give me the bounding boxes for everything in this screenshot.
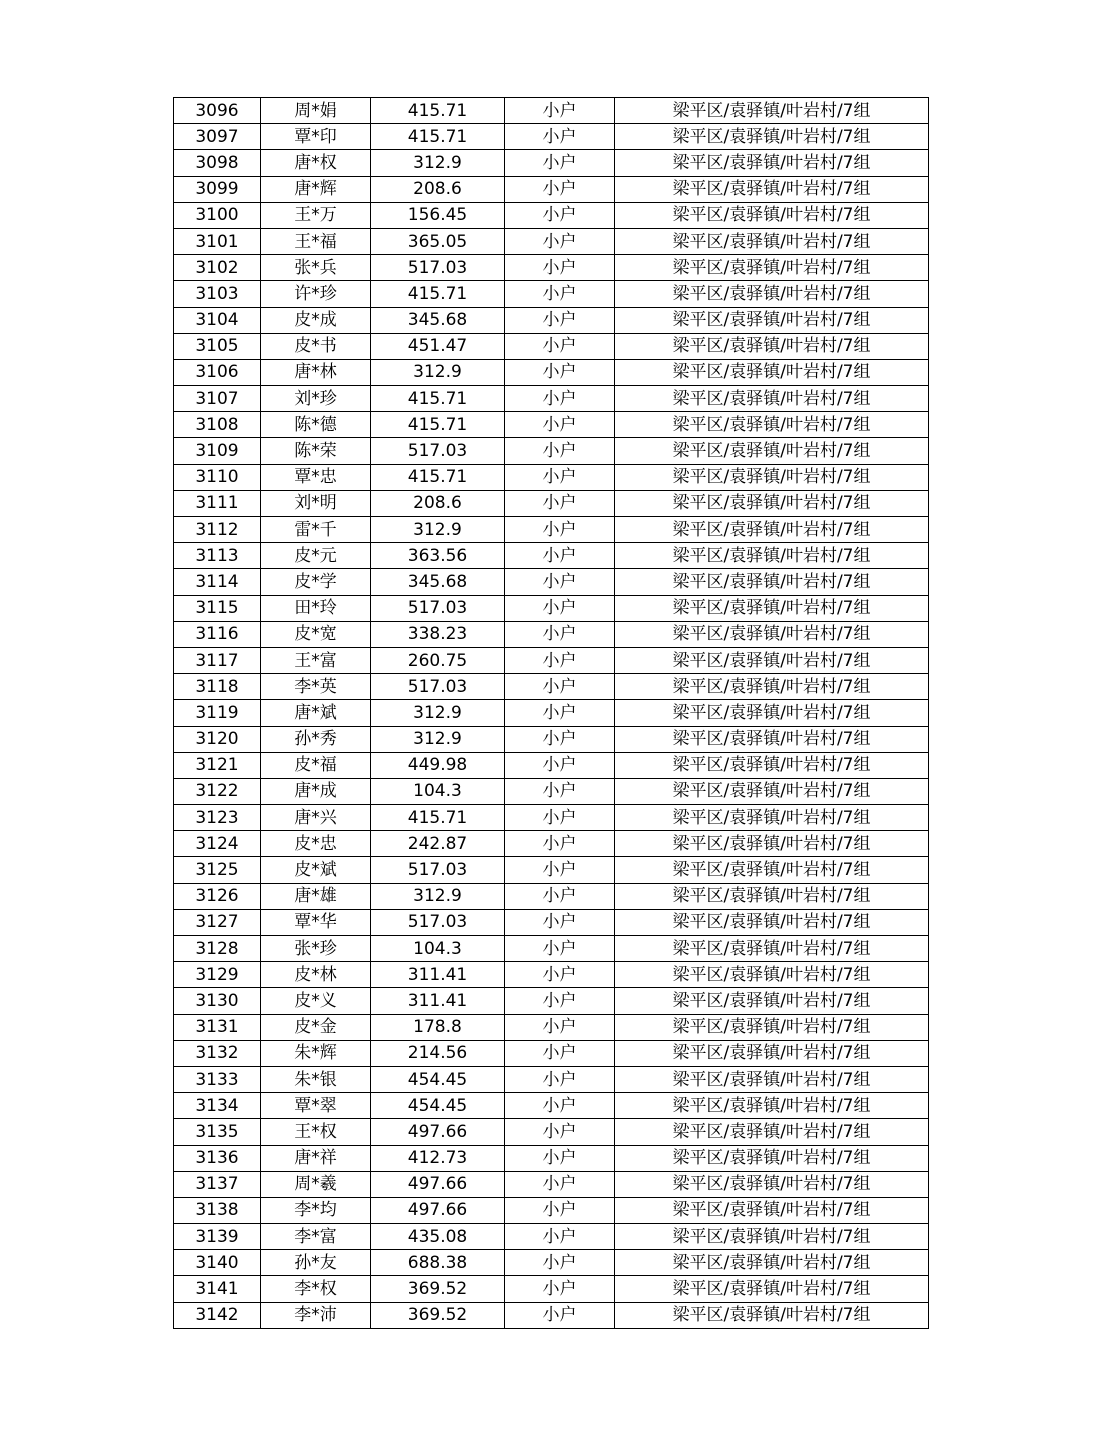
cell-name: 张*珍 (261, 936, 371, 962)
cell-id: 3120 (174, 726, 261, 752)
cell-name: 唐*斌 (261, 700, 371, 726)
cell-name: 皮*书 (261, 333, 371, 359)
cell-type: 小户 (505, 464, 615, 490)
cell-amount: 415.71 (371, 805, 505, 831)
cell-address: 梁平区/袁驿镇/叶岩村/7组 (615, 962, 929, 988)
cell-type: 小户 (505, 202, 615, 228)
cell-id: 3124 (174, 831, 261, 857)
cell-type: 小户 (505, 307, 615, 333)
table-row (174, 831, 929, 857)
cell-name: 唐*辉 (261, 176, 371, 202)
cell-amount: 415.71 (371, 124, 505, 150)
table-row (174, 412, 929, 438)
table-row (174, 464, 929, 490)
cell-address: 梁平区/袁驿镇/叶岩村/7组 (615, 936, 929, 962)
table-row (174, 1276, 929, 1302)
table-row (174, 281, 929, 307)
cell-name: 雷*千 (261, 517, 371, 543)
cell-type: 小户 (505, 909, 615, 935)
cell-name: 皮*元 (261, 543, 371, 569)
cell-name: 皮*福 (261, 752, 371, 778)
cell-type: 小户 (505, 438, 615, 464)
cell-id: 3128 (174, 936, 261, 962)
cell-id: 3117 (174, 647, 261, 673)
table-row (174, 543, 929, 569)
cell-type: 小户 (505, 490, 615, 516)
table-row (174, 1119, 929, 1145)
cell-type: 小户 (505, 176, 615, 202)
cell-id: 3103 (174, 281, 261, 307)
cell-address: 梁平区/袁驿镇/叶岩村/7组 (615, 333, 929, 359)
cell-type: 小户 (505, 778, 615, 804)
cell-name: 周*娟 (261, 98, 371, 124)
cell-name: 朱*辉 (261, 1040, 371, 1066)
cell-address: 梁平区/袁驿镇/叶岩村/7组 (615, 1197, 929, 1223)
cell-amount: 365.05 (371, 228, 505, 254)
cell-address: 梁平区/袁驿镇/叶岩村/7组 (615, 569, 929, 595)
cell-address: 梁平区/袁驿镇/叶岩村/7组 (615, 988, 929, 1014)
cell-amount: 454.45 (371, 1066, 505, 1092)
cell-address: 梁平区/袁驿镇/叶岩村/7组 (615, 1171, 929, 1197)
cell-id: 3136 (174, 1145, 261, 1171)
table-row (174, 1040, 929, 1066)
table-row (174, 176, 929, 202)
cell-amount: 208.6 (371, 176, 505, 202)
cell-amount: 415.71 (371, 98, 505, 124)
cell-address: 梁平区/袁驿镇/叶岩村/7组 (615, 831, 929, 857)
cell-amount: 517.03 (371, 438, 505, 464)
cell-id: 3127 (174, 909, 261, 935)
cell-address: 梁平区/袁驿镇/叶岩村/7组 (615, 909, 929, 935)
cell-address: 梁平区/袁驿镇/叶岩村/7组 (615, 1250, 929, 1276)
cell-id: 3129 (174, 962, 261, 988)
cell-address: 梁平区/袁驿镇/叶岩村/7组 (615, 228, 929, 254)
cell-address: 梁平区/袁驿镇/叶岩村/7组 (615, 1145, 929, 1171)
cell-amount: 312.9 (371, 517, 505, 543)
cell-type: 小户 (505, 883, 615, 909)
table-row (174, 202, 929, 228)
cell-name: 覃*翠 (261, 1093, 371, 1119)
cell-id: 3106 (174, 359, 261, 385)
cell-type: 小户 (505, 569, 615, 595)
cell-amount: 517.03 (371, 674, 505, 700)
cell-type: 小户 (505, 621, 615, 647)
cell-amount: 415.71 (371, 464, 505, 490)
cell-type: 小户 (505, 124, 615, 150)
cell-address: 梁平区/袁驿镇/叶岩村/7组 (615, 1093, 929, 1119)
cell-name: 皮*成 (261, 307, 371, 333)
table-row (174, 1171, 929, 1197)
cell-name: 李*富 (261, 1224, 371, 1250)
cell-type: 小户 (505, 726, 615, 752)
cell-type: 小户 (505, 1145, 615, 1171)
cell-name: 皮*林 (261, 962, 371, 988)
cell-amount: 517.03 (371, 857, 505, 883)
cell-address: 梁平区/袁驿镇/叶岩村/7组 (615, 726, 929, 752)
cell-id: 3116 (174, 621, 261, 647)
cell-type: 小户 (505, 1014, 615, 1040)
cell-type: 小户 (505, 412, 615, 438)
cell-type: 小户 (505, 831, 615, 857)
table-row (174, 333, 929, 359)
cell-type: 小户 (505, 1040, 615, 1066)
cell-amount: 369.52 (371, 1276, 505, 1302)
cell-amount: 260.75 (371, 647, 505, 673)
cell-id: 3138 (174, 1197, 261, 1223)
cell-id: 3132 (174, 1040, 261, 1066)
cell-type: 小户 (505, 857, 615, 883)
table-row (174, 700, 929, 726)
table-row (174, 359, 929, 385)
cell-type: 小户 (505, 1093, 615, 1119)
cell-name: 刘*明 (261, 490, 371, 516)
cell-address: 梁平区/袁驿镇/叶岩村/7组 (615, 595, 929, 621)
cell-id: 3122 (174, 778, 261, 804)
cell-id: 3098 (174, 150, 261, 176)
cell-type: 小户 (505, 150, 615, 176)
cell-type: 小户 (505, 228, 615, 254)
cell-address: 梁平区/袁驿镇/叶岩村/7组 (615, 359, 929, 385)
cell-address: 梁平区/袁驿镇/叶岩村/7组 (615, 778, 929, 804)
cell-name: 孙*友 (261, 1250, 371, 1276)
cell-name: 覃*忠 (261, 464, 371, 490)
table-row (174, 1093, 929, 1119)
table-row (174, 595, 929, 621)
cell-type: 小户 (505, 1066, 615, 1092)
cell-type: 小户 (505, 595, 615, 621)
cell-amount: 312.9 (371, 700, 505, 726)
records-table-body (174, 98, 929, 1329)
table-row (174, 386, 929, 412)
cell-id: 3115 (174, 595, 261, 621)
cell-amount: 345.68 (371, 307, 505, 333)
cell-amount: 312.9 (371, 726, 505, 752)
cell-address: 梁平区/袁驿镇/叶岩村/7组 (615, 490, 929, 516)
table-row (174, 124, 929, 150)
cell-id: 3134 (174, 1093, 261, 1119)
cell-id: 3107 (174, 386, 261, 412)
cell-name: 王*权 (261, 1119, 371, 1145)
cell-type: 小户 (505, 517, 615, 543)
table-row (174, 228, 929, 254)
cell-address: 梁平区/袁驿镇/叶岩村/7组 (615, 647, 929, 673)
cell-address: 梁平区/袁驿镇/叶岩村/7组 (615, 255, 929, 281)
table-row (174, 1197, 929, 1223)
cell-name: 皮*忠 (261, 831, 371, 857)
cell-amount: 497.66 (371, 1171, 505, 1197)
cell-address: 梁平区/袁驿镇/叶岩村/7组 (615, 1224, 929, 1250)
cell-name: 李*英 (261, 674, 371, 700)
cell-amount: 208.6 (371, 490, 505, 516)
cell-address: 梁平区/袁驿镇/叶岩村/7组 (615, 1040, 929, 1066)
cell-amount: 451.47 (371, 333, 505, 359)
cell-type: 小户 (505, 359, 615, 385)
table-row (174, 988, 929, 1014)
cell-id: 3111 (174, 490, 261, 516)
cell-type: 小户 (505, 962, 615, 988)
cell-name: 皮*学 (261, 569, 371, 595)
cell-address: 梁平区/袁驿镇/叶岩村/7组 (615, 700, 929, 726)
cell-address: 梁平区/袁驿镇/叶岩村/7组 (615, 1014, 929, 1040)
cell-type: 小户 (505, 1250, 615, 1276)
table-row (174, 1302, 929, 1328)
cell-type: 小户 (505, 988, 615, 1014)
cell-amount: 435.08 (371, 1224, 505, 1250)
table-row (174, 569, 929, 595)
table-row (174, 438, 929, 464)
cell-address: 梁平区/袁驿镇/叶岩村/7组 (615, 202, 929, 228)
cell-name: 皮*金 (261, 1014, 371, 1040)
cell-type: 小户 (505, 255, 615, 281)
table-row (174, 1145, 929, 1171)
table-row (174, 98, 929, 124)
cell-amount: 688.38 (371, 1250, 505, 1276)
cell-amount: 415.71 (371, 386, 505, 412)
table-row (174, 909, 929, 935)
cell-id: 3133 (174, 1066, 261, 1092)
cell-amount: 312.9 (371, 359, 505, 385)
cell-address: 梁平区/袁驿镇/叶岩村/7组 (615, 307, 929, 333)
cell-address: 梁平区/袁驿镇/叶岩村/7组 (615, 543, 929, 569)
cell-id: 3126 (174, 883, 261, 909)
cell-amount: 363.56 (371, 543, 505, 569)
table-row (174, 490, 929, 516)
cell-address: 梁平区/袁驿镇/叶岩村/7组 (615, 1276, 929, 1302)
cell-name: 许*珍 (261, 281, 371, 307)
cell-name: 李*权 (261, 1276, 371, 1302)
table-row (174, 883, 929, 909)
cell-amount: 454.45 (371, 1093, 505, 1119)
cell-address: 梁平区/袁驿镇/叶岩村/7组 (615, 176, 929, 202)
cell-id: 3104 (174, 307, 261, 333)
cell-amount: 312.9 (371, 150, 505, 176)
cell-id: 3097 (174, 124, 261, 150)
cell-type: 小户 (505, 1276, 615, 1302)
cell-name: 唐*成 (261, 778, 371, 804)
cell-amount: 156.45 (371, 202, 505, 228)
cell-type: 小户 (505, 98, 615, 124)
cell-type: 小户 (505, 1197, 615, 1223)
cell-type: 小户 (505, 333, 615, 359)
cell-type: 小户 (505, 647, 615, 673)
cell-id: 3101 (174, 228, 261, 254)
cell-amount: 311.41 (371, 962, 505, 988)
table-row (174, 1066, 929, 1092)
table-row (174, 517, 929, 543)
cell-id: 3110 (174, 464, 261, 490)
cell-name: 皮*宽 (261, 621, 371, 647)
cell-id: 3119 (174, 700, 261, 726)
cell-id: 3131 (174, 1014, 261, 1040)
cell-name: 唐*祥 (261, 1145, 371, 1171)
table-row (174, 936, 929, 962)
cell-name: 皮*义 (261, 988, 371, 1014)
cell-amount: 178.8 (371, 1014, 505, 1040)
cell-name: 覃*印 (261, 124, 371, 150)
cell-amount: 104.3 (371, 936, 505, 962)
cell-id: 3096 (174, 98, 261, 124)
cell-id: 3102 (174, 255, 261, 281)
cell-type: 小户 (505, 543, 615, 569)
cell-type: 小户 (505, 936, 615, 962)
cell-address: 梁平区/袁驿镇/叶岩村/7组 (615, 805, 929, 831)
cell-name: 朱*银 (261, 1066, 371, 1092)
cell-address: 梁平区/袁驿镇/叶岩村/7组 (615, 621, 929, 647)
cell-amount: 517.03 (371, 909, 505, 935)
cell-amount: 338.23 (371, 621, 505, 647)
table-row (174, 752, 929, 778)
cell-name: 张*兵 (261, 255, 371, 281)
cell-name: 李*沛 (261, 1302, 371, 1328)
table-row (174, 674, 929, 700)
table-row (174, 621, 929, 647)
cell-amount: 412.73 (371, 1145, 505, 1171)
table-row (174, 1014, 929, 1040)
cell-amount: 415.71 (371, 412, 505, 438)
cell-amount: 345.68 (371, 569, 505, 595)
cell-id: 3139 (174, 1224, 261, 1250)
cell-address: 梁平区/袁驿镇/叶岩村/7组 (615, 883, 929, 909)
cell-amount: 214.56 (371, 1040, 505, 1066)
cell-id: 3123 (174, 805, 261, 831)
cell-address: 梁平区/袁驿镇/叶岩村/7组 (615, 281, 929, 307)
cell-type: 小户 (505, 700, 615, 726)
cell-address: 梁平区/袁驿镇/叶岩村/7组 (615, 150, 929, 176)
cell-type: 小户 (505, 1119, 615, 1145)
cell-address: 梁平区/袁驿镇/叶岩村/7组 (615, 1119, 929, 1145)
cell-amount: 104.3 (371, 778, 505, 804)
cell-amount: 369.52 (371, 1302, 505, 1328)
cell-id: 3142 (174, 1302, 261, 1328)
cell-address: 梁平区/袁驿镇/叶岩村/7组 (615, 517, 929, 543)
cell-address: 梁平区/袁驿镇/叶岩村/7组 (615, 674, 929, 700)
cell-name: 皮*斌 (261, 857, 371, 883)
cell-type: 小户 (505, 1302, 615, 1328)
cell-name: 唐*雄 (261, 883, 371, 909)
cell-id: 3141 (174, 1276, 261, 1302)
records-table (173, 97, 929, 1329)
cell-name: 覃*华 (261, 909, 371, 935)
table-row (174, 726, 929, 752)
table-row (174, 962, 929, 988)
table-row (174, 307, 929, 333)
cell-address: 梁平区/袁驿镇/叶岩村/7组 (615, 1302, 929, 1328)
cell-name: 周*羲 (261, 1171, 371, 1197)
cell-id: 3109 (174, 438, 261, 464)
cell-type: 小户 (505, 752, 615, 778)
cell-amount: 517.03 (371, 255, 505, 281)
cell-amount: 311.41 (371, 988, 505, 1014)
cell-id: 3099 (174, 176, 261, 202)
cell-name: 刘*珍 (261, 386, 371, 412)
cell-address: 梁平区/袁驿镇/叶岩村/7组 (615, 98, 929, 124)
cell-address: 梁平区/袁驿镇/叶岩村/7组 (615, 438, 929, 464)
cell-name: 陈*德 (261, 412, 371, 438)
cell-id: 3108 (174, 412, 261, 438)
cell-id: 3100 (174, 202, 261, 228)
cell-address: 梁平区/袁驿镇/叶岩村/7组 (615, 464, 929, 490)
cell-name: 王*福 (261, 228, 371, 254)
table-row (174, 778, 929, 804)
cell-address: 梁平区/袁驿镇/叶岩村/7组 (615, 1066, 929, 1092)
cell-amount: 517.03 (371, 595, 505, 621)
cell-name: 孙*秀 (261, 726, 371, 752)
cell-id: 3135 (174, 1119, 261, 1145)
cell-id: 3114 (174, 569, 261, 595)
cell-amount: 415.71 (371, 281, 505, 307)
cell-id: 3125 (174, 857, 261, 883)
cell-name: 唐*林 (261, 359, 371, 385)
cell-id: 3140 (174, 1250, 261, 1276)
table-row (174, 150, 929, 176)
cell-amount: 242.87 (371, 831, 505, 857)
cell-id: 3112 (174, 517, 261, 543)
cell-id: 3137 (174, 1171, 261, 1197)
cell-name: 李*均 (261, 1197, 371, 1223)
cell-amount: 449.98 (371, 752, 505, 778)
cell-name: 唐*兴 (261, 805, 371, 831)
cell-address: 梁平区/袁驿镇/叶岩村/7组 (615, 386, 929, 412)
table-row (174, 805, 929, 831)
cell-id: 3118 (174, 674, 261, 700)
cell-name: 陈*荣 (261, 438, 371, 464)
cell-name: 王*万 (261, 202, 371, 228)
cell-id: 3130 (174, 988, 261, 1014)
cell-amount: 497.66 (371, 1197, 505, 1223)
cell-address: 梁平区/袁驿镇/叶岩村/7组 (615, 857, 929, 883)
table-row (174, 647, 929, 673)
table-row (174, 857, 929, 883)
table-row (174, 255, 929, 281)
cell-type: 小户 (505, 805, 615, 831)
cell-type: 小户 (505, 281, 615, 307)
cell-address: 梁平区/袁驿镇/叶岩村/7组 (615, 752, 929, 778)
table-row (174, 1224, 929, 1250)
table-row (174, 1250, 929, 1276)
cell-name: 王*富 (261, 647, 371, 673)
cell-amount: 497.66 (371, 1119, 505, 1145)
cell-type: 小户 (505, 386, 615, 412)
cell-address: 梁平区/袁驿镇/叶岩村/7组 (615, 124, 929, 150)
cell-type: 小户 (505, 674, 615, 700)
cell-id: 3121 (174, 752, 261, 778)
cell-name: 田*玲 (261, 595, 371, 621)
cell-amount: 312.9 (371, 883, 505, 909)
cell-address: 梁平区/袁驿镇/叶岩村/7组 (615, 412, 929, 438)
cell-name: 唐*权 (261, 150, 371, 176)
cell-type: 小户 (505, 1171, 615, 1197)
cell-type: 小户 (505, 1224, 615, 1250)
cell-id: 3113 (174, 543, 261, 569)
cell-id: 3105 (174, 333, 261, 359)
